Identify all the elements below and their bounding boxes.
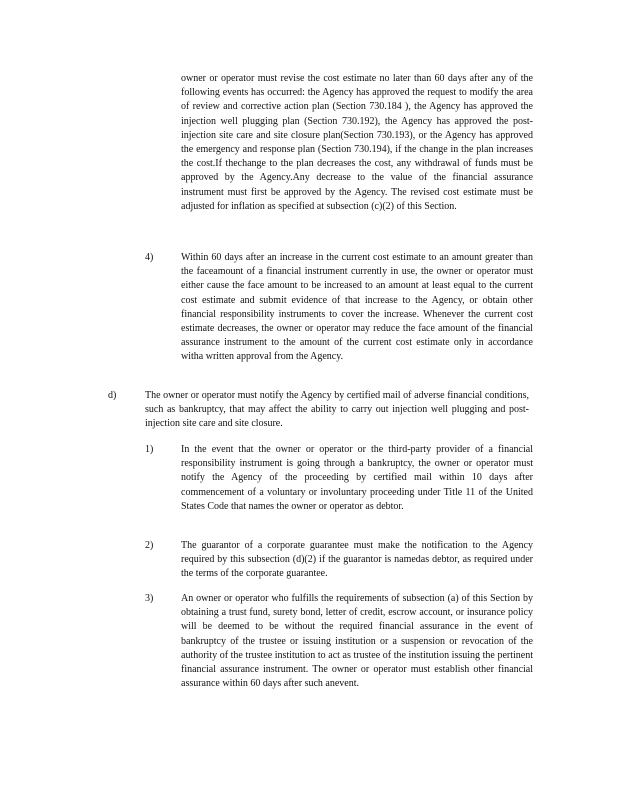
item-text-d: The owner or operator must notify the Agency by certified mail of adverse financial conditions, such as bankruptcy, that may affect the ability to carry out injection well plugging and post-injection site care and site closure. bbox=[145, 390, 529, 430]
item-text-4: Within 60 days after an increase in the current cost estimate to an amount greater than the faceamount of a financial instrument currently in use, the owner or operator must either cause the face amount to be increased to an amount at least equal to the current cost estimate and submit evidence of that increase to the Agency, or obtain other financial responsibility instruments to cover the increase. Whenever the current cost estimate decreases, the owner or operator may reduce the face amount of the financial assurance instrument to the amount of the current cost estimate only in accordance witha written approval from the Agency. bbox=[181, 252, 533, 363]
item-label-d1: 1) bbox=[145, 444, 154, 455]
continuation-paragraph: owner or operator must revise the cost estimate no later than 60 days after any of the following events has occurred: the Agency has approved the request to modify the area of review and corrective action plan (Section 730.184 ), the Agency has approved the injection well plugging plan (Section 730.192), the Agency has approved the post-injection site care and site closure plan(Section 730.193), or the Agency has approved the emergency and response plan (Section 730.194), if the change in the plan increases the cost.If thechange to the plan decreases the cost, any withdrawal of funds must be approved by the Agency.Any decrease to the value of the financial assurance instrument must first be approved by the Agency. The revised cost estimate must be adjusted for inflation as specified at subsection (c)(2) of this Section. bbox=[181, 73, 533, 212]
item-label-4: 4) bbox=[145, 252, 154, 263]
item-label-d2: 2) bbox=[145, 540, 154, 551]
item-text-d3: An owner or operator who fulfills the requirements of subsection (a) of this Section by obtaining a trust fund, surety bond, letter of credit, escrow account, or insurance policy will be deemed to be without the required financial assurance in the event of bankruptcy of the trustee or issuing institution or a suspension or revocation of the authority of the trustee institution to act as trustee of the institution issuing the pertinent financial assurance instrument. The owner or operator must establish other financial assurance within 60 days after such anevent. bbox=[181, 593, 533, 690]
item-text-d1: In the event that the owner or operator or the third-party provider of a financial responsibility instrument is going through a bankruptcy, the owner or operator must notify the Agency of the proceeding by certified mail within 10 days after commencement of a voluntary or involuntary proceeding under Title 11 of the United States Code that names the owner or operator as debtor. bbox=[181, 444, 533, 512]
item-label-d: d) bbox=[108, 390, 117, 401]
item-text-d2: The guarantor of a corporate guarantee must make the notification to the Agency required by this subsection (d)(2) if the guarantor is namedas debtor, as required under the terms of the corporate guarantee. bbox=[181, 540, 533, 580]
item-label-d3: 3) bbox=[145, 593, 154, 604]
